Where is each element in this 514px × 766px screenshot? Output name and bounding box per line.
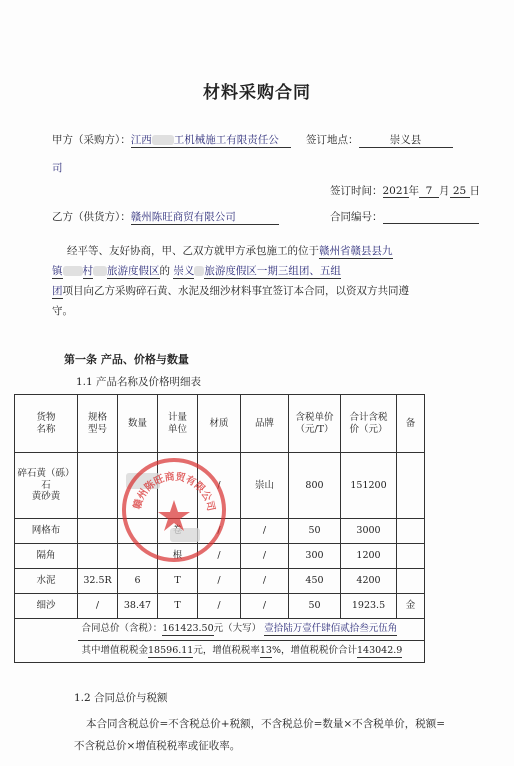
para1-line4: 守。 xyxy=(52,305,73,317)
party-b-label: 乙方（供货方）： xyxy=(52,211,131,223)
sign-place-value: 崇义县 xyxy=(359,132,453,148)
para1-line3 xyxy=(52,283,409,299)
cell-total: 3000 xyxy=(341,519,397,544)
party-b-row xyxy=(52,209,279,225)
cell-spec: / xyxy=(78,594,118,619)
seal-text: 赣州陈旺商贸有限公司 xyxy=(132,471,217,513)
para1-project-a: 崇义 xyxy=(173,265,195,277)
redaction-mark xyxy=(63,266,83,276)
cell-unit: T xyxy=(158,594,198,619)
redaction-mark xyxy=(152,135,174,145)
para1-group: 团 xyxy=(52,285,63,297)
header-cell: 材质 xyxy=(198,395,241,453)
header-cell: 含税单价 （元/T） xyxy=(289,395,341,453)
summary-tax-cell: 其中增值税税金18596.11元，增值税税率13%，增值税税价合计143042.9 xyxy=(78,641,425,663)
para1-town: 镇 xyxy=(52,265,63,277)
header-cell: 备 xyxy=(397,395,425,453)
cell-material: / xyxy=(198,453,241,519)
party-a-label: 甲方（采购方）： xyxy=(52,134,131,146)
cell-name: 隔角 xyxy=(15,544,78,569)
para1-project-b: 旅游度假区一期三组团、五组 xyxy=(204,265,341,277)
header-cell: 规格 型号 xyxy=(78,395,118,453)
cell-spec xyxy=(78,519,118,544)
cell-price: 450 xyxy=(289,569,341,594)
party-a-name-tail: 工机械施工有限责任公 xyxy=(173,134,279,146)
sign-time-month: 7 xyxy=(419,185,439,198)
table-header-row xyxy=(15,395,425,453)
cell-material: / xyxy=(198,544,241,569)
summary-spacer xyxy=(15,641,78,663)
sign-time-label: 签订时间： xyxy=(330,185,383,197)
sign-place-row xyxy=(306,132,453,148)
table-summary-row xyxy=(15,641,425,663)
cell-brand: / xyxy=(241,519,289,544)
cell-qty: 38.47 xyxy=(118,594,158,619)
party-a-name xyxy=(131,132,291,148)
cell-spec: 32.5R xyxy=(78,569,118,594)
redaction-mark xyxy=(194,266,204,276)
party-a-name-end: 司 xyxy=(52,162,63,174)
party-a-row xyxy=(52,132,291,148)
sign-time-year: 2021 xyxy=(382,185,410,197)
cell-price: 50 xyxy=(289,519,341,544)
cell-brand: / xyxy=(241,544,289,569)
cell-name: 网格布 xyxy=(15,519,78,544)
contract-no-label: 合同编号： xyxy=(330,211,383,223)
party-a-name-head: 江西 xyxy=(130,134,152,146)
party-b-name: 赣州陈旺商贸有限公司 xyxy=(131,209,279,225)
cell-spec xyxy=(78,453,118,519)
sign-time-month-unit: 月 xyxy=(439,185,450,197)
header-cell: 品牌 xyxy=(241,395,289,453)
table-row xyxy=(15,569,425,594)
para1-village: 村 xyxy=(82,265,93,277)
cell-note xyxy=(397,519,425,544)
cell-total: 1200 xyxy=(341,544,397,569)
cell-material: / xyxy=(198,569,241,594)
cell-price: 800 xyxy=(289,453,341,519)
summary-total-cell: 合同总价（含税）：161423.50元（大写） 壹拾陆万壹仟肆佰贰拾叁元伍角 xyxy=(78,619,425,641)
cell-material: / xyxy=(198,519,241,544)
para1-line1 xyxy=(67,243,393,259)
para1-text: 项目向乙方采购碎石黄、水泥及细沙材料事宜签订本合同，以资双方共同遵 xyxy=(62,285,409,297)
document-title: 材料采购合同 xyxy=(203,83,311,103)
project-location: 赣州省赣县县九 xyxy=(319,245,393,257)
section1-title: 第一条 产品、价格与数量 xyxy=(64,353,189,366)
sign-time-row xyxy=(330,183,480,198)
seal-graphic xyxy=(126,462,222,558)
sign-time-year-unit: 年 xyxy=(408,185,419,197)
sign-time-day-unit: 日 xyxy=(469,185,480,197)
contract-no-row xyxy=(330,209,479,224)
header-cell: 计量 单位 xyxy=(158,395,198,453)
cell-total: 4200 xyxy=(341,569,397,594)
summary-spacer xyxy=(15,619,78,641)
contract-no-value xyxy=(383,211,479,224)
subsection-1-1: 1.1 产品名称及价格明细表 xyxy=(76,376,202,388)
para-1-2-line2: 不含税总价×增值税税率或征收率。 xyxy=(74,740,241,752)
para1-text: 经平等、友好协商，甲、乙双方就甲方承包施工的位于 xyxy=(67,245,319,257)
cell-name: 碎石黄（砾）石 黄砂黄 xyxy=(15,453,78,519)
sign-time-day: 25 xyxy=(450,185,470,198)
cell-material: / xyxy=(198,594,241,619)
cell-qty: 6 xyxy=(118,569,158,594)
cell-note xyxy=(397,544,425,569)
table-summary-row xyxy=(15,619,425,641)
cell-brand: 崇山 xyxy=(241,453,289,519)
para-1-2-line1: 本合同含税总价=不含税总价+税额，不含税总价=数量×不含税单价，税额= xyxy=(86,718,445,730)
cell-note xyxy=(397,453,425,519)
cell-brand: / xyxy=(241,594,289,619)
sign-place-label: 签订地点： xyxy=(306,134,359,146)
redaction-mark xyxy=(93,266,107,276)
cell-unit: 根 xyxy=(158,544,198,569)
cell-price: 300 xyxy=(289,544,341,569)
cell-spec xyxy=(78,544,118,569)
company-seal xyxy=(122,458,226,562)
table-row xyxy=(15,594,425,619)
cell-unit: T xyxy=(158,569,198,594)
cell-name: 细沙 xyxy=(15,594,78,619)
para1-resort: 旅游度假区 xyxy=(107,265,160,277)
cell-note xyxy=(397,569,425,594)
cell-price: 50 xyxy=(289,594,341,619)
header-cell: 合计含税 价（元） xyxy=(341,395,397,453)
cell-note: 金 xyxy=(397,594,425,619)
header-cell: 数量 xyxy=(118,395,158,453)
cell-name: 水泥 xyxy=(15,569,78,594)
header-cell: 货物 名称 xyxy=(15,395,78,453)
cell-brand: / xyxy=(241,569,289,594)
seal-star-icon xyxy=(158,500,190,531)
para1-text: 的 xyxy=(159,265,170,277)
cell-total: 151200 xyxy=(341,453,397,519)
cell-total: 1923.5 xyxy=(341,594,397,619)
subsection-1-2: 1.2 合同总价与税额 xyxy=(74,692,168,704)
para1-line2 xyxy=(52,263,341,279)
